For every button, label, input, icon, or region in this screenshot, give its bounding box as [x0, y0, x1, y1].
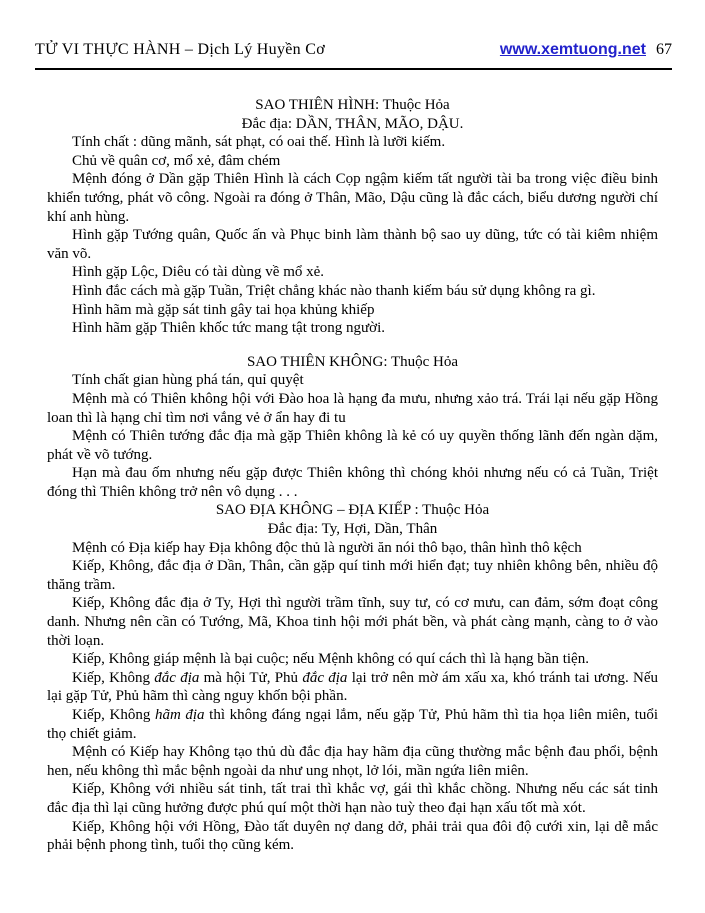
section-heading: Đắc địa: DẦN, THÂN, MÃO, DẬU.	[241, 115, 464, 132]
paragraph	[47, 263, 658, 282]
paragraph-text: Mệnh đóng ở Dần gặp Thiên Hình là cách Cọp ngậm kiếm tất người tài ba trong việc điều binh khiển tướng, phát võ công. Ngoài ra đóng ở Thân, Mão, Dậu cũng là đắc cách, biểu dương người chí khí anh hùng.	[47, 171, 658, 225]
paragraph-text: Hình hãm gặp Thiên khốc tức mang tật trong người.	[72, 320, 386, 337]
paragraph-text: Mệnh có Thiên tướng đắc địa mà gặp Thiên không là kẻ có uy quyền thống lãnh đến ngàn dặm, phát về võ tướng.	[47, 428, 658, 463]
paragraph	[47, 780, 658, 817]
paragraph-text: thì không đáng ngại lắm, nếu gặp Tử, Phủ hãm thì tia họa liên miên, tuổi thọ chiết giảm.	[47, 707, 659, 742]
paragraph-text: Kiếp, Không, đắc địa ở Dần, Thân, cần gặp quí tinh mới hiển đạt; tuy nhiên không bên, nhiều độ thăng trầm.	[47, 558, 658, 593]
header-right-group	[500, 40, 672, 59]
paragraph-text-italic: hãm địa	[154, 707, 205, 723]
paragraph	[47, 706, 658, 743]
paragraph	[47, 818, 658, 855]
paragraph-text: Tính chất gian hùng phá tán, quỉ quyệt	[72, 372, 304, 389]
paragraph-text: mà hội Tử, Phủ	[199, 669, 303, 686]
paragraph-text: lại trở nên mờ ám xấu xa, khó tránh tai ương. Nếu lại gặp Tử, Phủ hãm thì càng nguy khốn bội phần.	[47, 669, 658, 705]
paragraph	[47, 152, 658, 171]
paragraph	[47, 301, 658, 320]
paragraph	[47, 133, 658, 152]
paragraph	[47, 743, 658, 780]
paragraph	[47, 371, 658, 390]
header-url-link[interactable]: www.xemtuong.net	[499, 41, 646, 58]
paragraph-text: Mệnh có Kiếp hay Không tạo thủ dù đắc địa hay hãm địa cũng thường mắc bệnh đau phổi, bệnh hen, nếu không thì mắc bệnh ngoài da như ung nhọt, lở lói, mần ngứa liên miên.	[47, 744, 658, 779]
paragraph-text: Tính chất : dũng mãnh, sát phạt, có oai thế. Hình là lưỡi kiếm.	[72, 134, 446, 151]
paragraph	[47, 390, 658, 427]
paragraph-text-italic: đắc địa	[154, 669, 200, 686]
paragraph-text: Chủ về quân cơ, mổ xẻ, đâm chém	[72, 152, 281, 169]
paragraph	[47, 650, 658, 669]
paragraph	[47, 170, 658, 226]
paragraph-text: Mệnh có Địa kiếp hay Địa không độc thủ là người ăn nói thô bạo, thân hình thô kệch	[72, 539, 582, 556]
page-number: 67	[656, 41, 672, 58]
paragraph-text: Kiếp, Không	[72, 707, 155, 723]
paragraph	[47, 319, 658, 338]
paragraph-text-italic: đắc địa	[302, 669, 348, 686]
paragraph-text: Kiếp, Không	[72, 669, 155, 686]
paragraph	[47, 427, 658, 464]
paragraph-text: Hình gặp Lộc, Diêu có tài dùng về mổ xẻ.	[72, 264, 325, 281]
section-heading: SAO THIÊN KHÔNG: Thuộc Hỏa	[246, 353, 459, 370]
paragraph-text: Kiếp, Không giáp mệnh là bại cuộc; nếu Mệnh không có quí cách thì là hạng bần tiện.	[72, 651, 589, 668]
section-heading: SAO THIÊN HÌNH: Thuộc Hỏa	[255, 97, 450, 113]
paragraph	[47, 226, 658, 263]
paragraph-text: Kiếp, Không hội với Hồng, Đào tất duyên nợ dang dở, phải trải qua đôi độ cưới xin, lại dễ mắc phải bệnh phong tình, tuổi thọ cũng kém.	[47, 818, 658, 854]
document-body	[35, 96, 672, 855]
paragraph-text: Kiếp, Không đắc địa ở Ty, Hợi thì người trầm tĩnh, suy tư, có cơ mưu, can đảm, sớm đoạt công danh. Nhưng nên cần có Tướng, Mã, Khoa tinh hội mới phát bền, và phát càng mạnh, càng to ở vào thời loạn.	[47, 595, 658, 649]
section-heading: SAO ĐỊA KHÔNG – ĐỊA KIẾP : Thuộc Hỏa	[215, 502, 490, 519]
paragraph	[47, 464, 658, 501]
paragraph	[47, 594, 658, 650]
paragraph-text: Hình hãm mà gặp sát tinh gây tai họa khủng khiếp	[72, 301, 375, 318]
paragraph	[47, 669, 658, 706]
header-rule	[35, 68, 672, 70]
paragraph-text: Mệnh mà có Thiên không hội với Đào hoa là hạng đa mưu, nhưng xảo trá. Trái lại nếu gặp Hồng loan thì là hạng chỉ tìm nơi vắng vẻ ở ẩn hay đi tu	[47, 390, 658, 426]
page-header	[35, 40, 672, 59]
paragraph-text: Hạn mà đau ốm nhưng nếu gặp được Thiên không thì chóng khỏi nhưng nếu có cả Tuần, Triệt đóng thì Thiên không trở nên vô dụng . . .	[47, 465, 658, 500]
paragraph-text: Hình đắc cách mà gặp Tuần, Triệt chẳng khác nào thanh kiếm báu sử dụng không ra gì.	[72, 282, 596, 299]
header-title: TỬ VI THỰC HÀNH – Dịch Lý Huyền Cơ	[35, 41, 325, 58]
paragraph	[47, 557, 658, 594]
paragraph	[47, 282, 658, 301]
paragraph-text: Kiếp, Không với nhiều sát tinh, tất trai thì khắc vợ, gái thì khắc chồng. Nhưng nếu các sát tinh đắc địa thì lại cũng hưởng được phú quí một thời hạn nào tuỳ theo đại hạn xấu tốt mà xót.	[47, 781, 658, 816]
paragraph-text: Hình gặp Tướng quân, Quốc ấn và Phục binh làm thành bộ sao uy dũng, tức có tài kiêm nhiệm văn võ.	[47, 227, 658, 262]
paragraph	[47, 539, 658, 558]
section-heading: Đắc địa: Ty, Hợi, Dần, Thân	[267, 521, 438, 538]
